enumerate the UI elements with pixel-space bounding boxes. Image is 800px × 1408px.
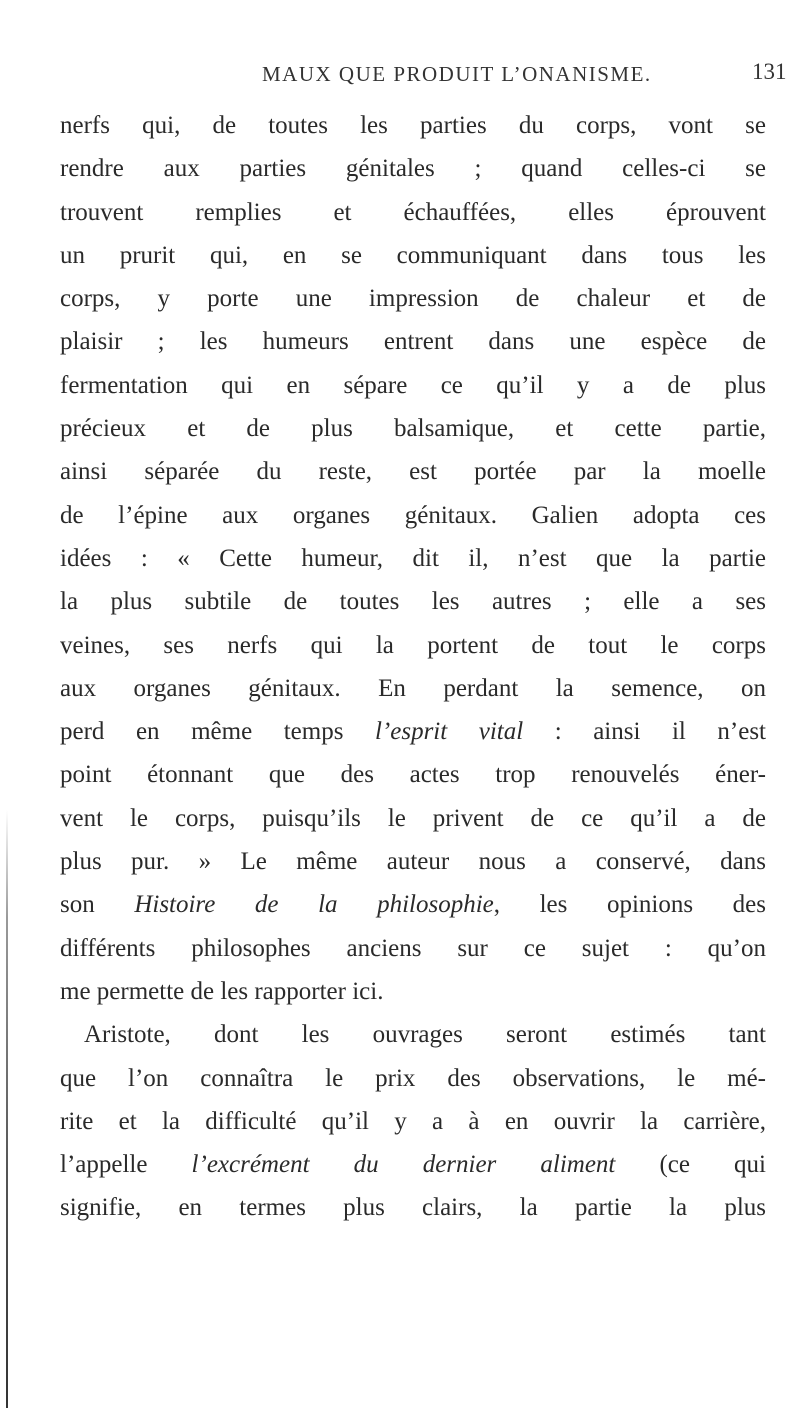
italic-term: l’esprit vital — [374, 718, 524, 746]
text-line: corps, y porte une impression de chaleur et de — [60, 285, 766, 313]
text-segment: (ce qui — [615, 1151, 767, 1179]
body-text — [60, 104, 766, 1230]
text-line: de l’épine aux organes génitaux. Galien adopta ces — [60, 501, 766, 529]
text-line: vent le corps, puisqu’ils le privent de ce qu’il a de — [60, 804, 766, 832]
text-line: veines, ses nerfs qui la portent de tout le corps — [60, 631, 766, 659]
text-line — [60, 710, 766, 753]
text-line: que l’on connaîtra le prix des observations, le mé- — [60, 1064, 766, 1092]
italic-book-title: Histoire de la philosophie — [134, 891, 494, 919]
text-line: nerfs qui, de toutes les parties du corps, vont se — [60, 112, 766, 139]
text-line: aux organes génitaux. En perdant la semence, on — [60, 674, 766, 702]
text-segment: : ainsi il n’est — [523, 718, 766, 746]
text-line: signifie, en termes plus clairs, la partie la plus — [60, 1194, 766, 1222]
text-segment: , les opinions des — [493, 891, 766, 919]
text-line: plaisir ; les humeurs entrent dans une espèce de — [60, 328, 766, 356]
text-line: point étonnant que des actes trop renouvelés éner- — [60, 761, 766, 789]
text-line: différents philosophes anciens sur ce sujet : qu’on — [60, 934, 766, 962]
text-line: un prurit qui, en se communiquant dans tous les — [60, 241, 766, 269]
text-line: rite et la difficulté qu’il y a à en ouvrir la carrière, — [60, 1107, 766, 1135]
page-number: 131 — [752, 59, 787, 84]
text-line: idées : « Cette humeur, dit il, n’est que la partie — [60, 544, 766, 572]
text-line: précieux et de plus balsamique, et cette partie, — [60, 415, 766, 443]
text-line: rendre aux parties génitales ; quand celles-ci se — [60, 155, 766, 183]
running-title: MAUX QUE PRODUIT L’ONANISME. — [262, 62, 652, 86]
text-line: la plus subtile de toutes les autres ; elle a ses — [60, 588, 766, 616]
text-line: me permette de les rapporter ici. — [60, 977, 384, 1005]
text-segment: son — [60, 891, 135, 919]
scan-edge-shadow — [6, 810, 8, 1408]
text-line — [60, 883, 766, 926]
text-segment: perd en même temps — [60, 718, 375, 746]
paragraph-first-line: Aristote, dont les ouvrages seront estimés tant — [84, 1021, 766, 1049]
text-segment: l’appelle — [60, 1151, 192, 1179]
text-line: trouvent remplies et échauffées, elles éprouvent — [60, 198, 766, 226]
text-line — [60, 1143, 766, 1186]
text-line: ainsi séparée du reste, est portée par la moelle — [60, 458, 766, 486]
italic-term: l’excrément du dernier aliment — [191, 1151, 616, 1179]
text-line: fermentation qui en sépare ce qu’il y a de plus — [60, 371, 766, 399]
text-line: plus pur. » Le même auteur nous a conservé, dans — [60, 848, 766, 876]
